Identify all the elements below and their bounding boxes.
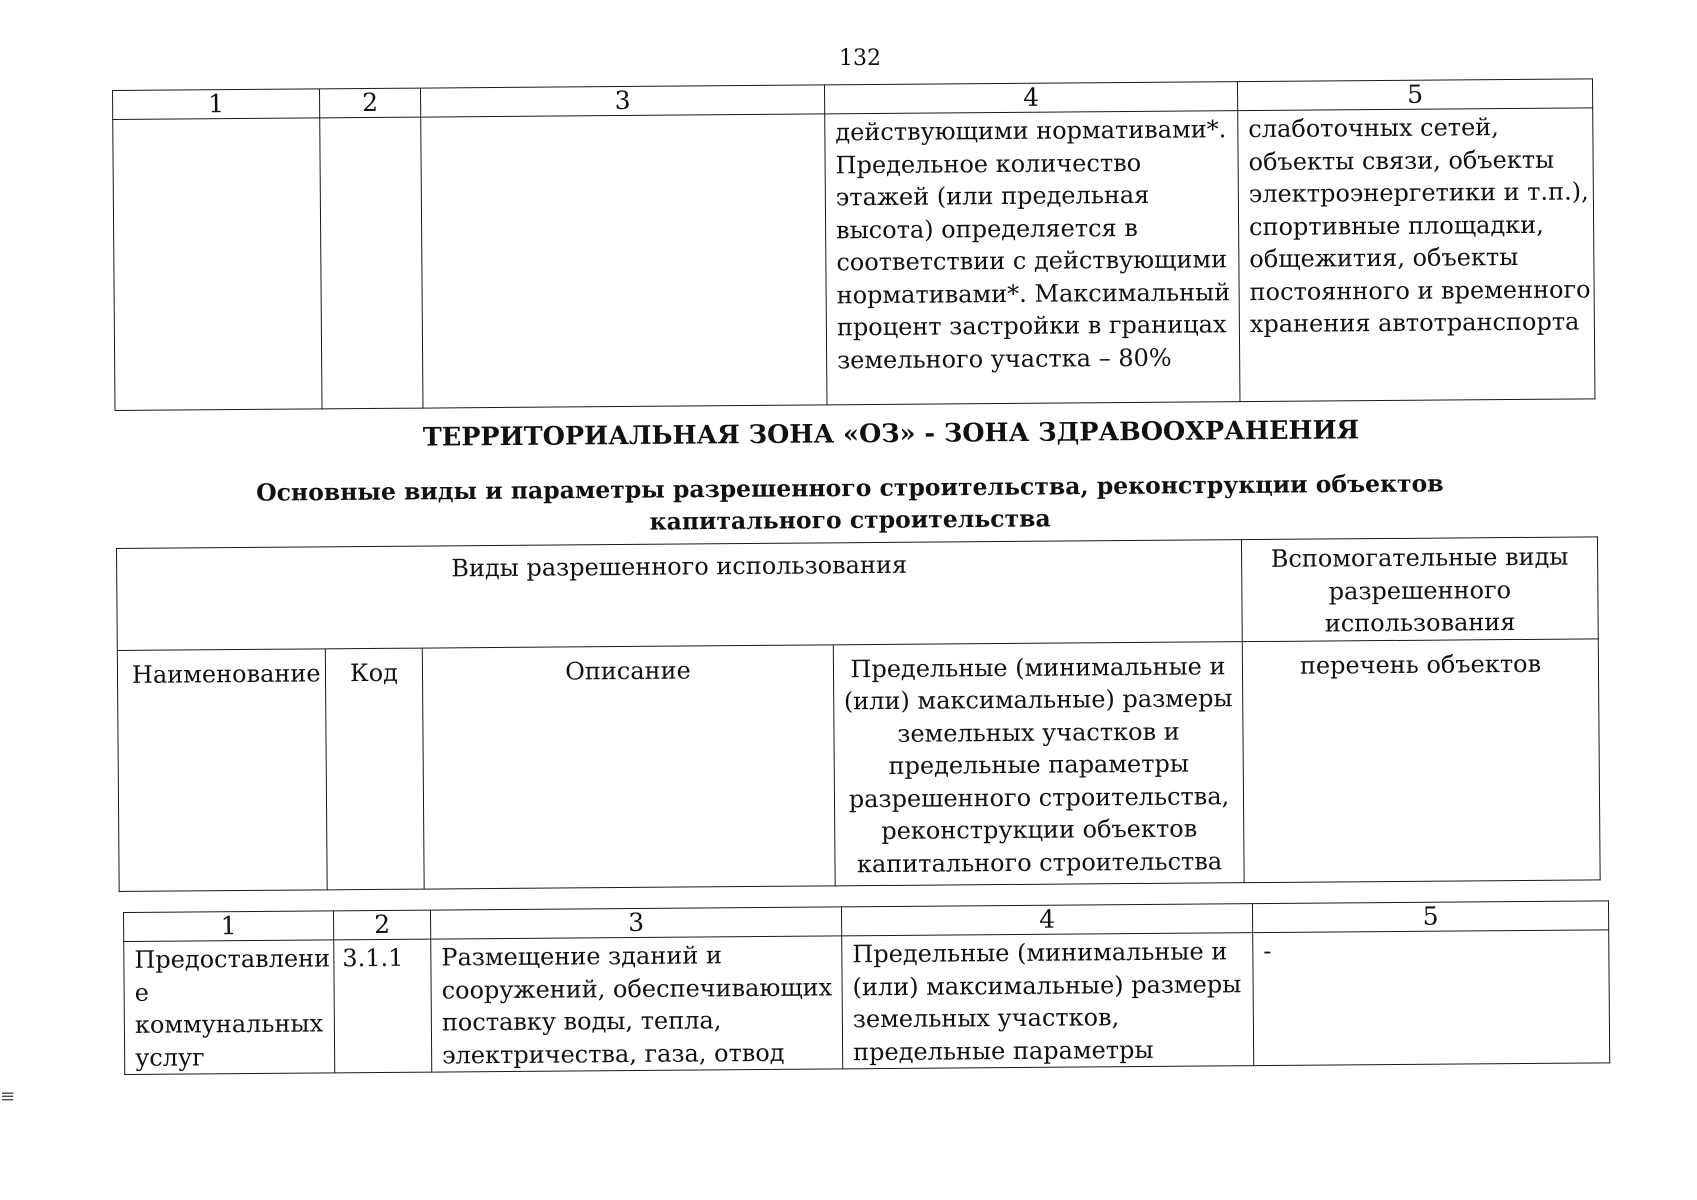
auxiliary-uses-label: Вспомогательные виды разрешенного использования bbox=[1241, 537, 1598, 641]
column-number: 2 bbox=[319, 88, 420, 118]
column-header-object-list: перечень объектов bbox=[1242, 638, 1600, 882]
column-number: 3 bbox=[420, 85, 824, 117]
cell-auxiliary-objects: - bbox=[1253, 930, 1610, 1066]
column-header-parameters: Предельные (минимальные и (или) максимальные) размеры земельных участков и предельные параметры разрешенного строительства, реконструкции объектов капитального строительства bbox=[833, 641, 1244, 885]
column-number: 1 bbox=[113, 89, 320, 120]
permitted-uses-group-label: Виды разрешенного использования bbox=[117, 540, 1243, 650]
column-number: 3 bbox=[430, 907, 841, 939]
table-row bbox=[124, 930, 1610, 1075]
header-table bbox=[116, 536, 1601, 891]
cell-description: Размещение зданий и сооружений, обеспечивающих поставку воды, тепла, электричества, газа, отвод bbox=[431, 936, 843, 1072]
section-title: Основные виды и параметры разрешенного строительства, реконструкции объектов капитального строительства bbox=[256, 469, 1444, 536]
scan-margin-mark: ≡ bbox=[0, 1086, 16, 1107]
column-header-row bbox=[117, 638, 1600, 891]
cell-parameters: действующими нормативами*. Предельное количество этажей (или предельная высота) определяется в соответствии с действующими нормативами*. Максимальный процент застройки в границах земельного участка – 80% bbox=[825, 111, 1240, 405]
cell-code bbox=[320, 117, 423, 409]
cell-code: 3.1.1 bbox=[334, 939, 432, 1073]
column-number: 4 bbox=[824, 82, 1237, 114]
continuation-table bbox=[112, 78, 1595, 411]
cell-parameters: Предельные (минимальные и (или) максимальные) размеры земельных участков, предельные параметры bbox=[842, 933, 1254, 1069]
cell-auxiliary-objects: слаботочных сетей, объекты связи, объекты электроэнергетики и т.п.), спортивные площадки, общежития, объекты постоянного и временного хранения автотранспорта bbox=[1238, 108, 1595, 402]
zone-title: ТЕРРИТОРИАЛЬНАЯ ЗОНА «ОЗ» - ЗОНА ЗДРАВООХРАНЕНИЯ bbox=[422, 415, 1360, 453]
table-row bbox=[113, 108, 1595, 411]
page-number: 132 bbox=[839, 46, 881, 71]
column-header-name: Наименование bbox=[117, 648, 327, 891]
cell-name bbox=[113, 118, 322, 411]
data-table bbox=[123, 900, 1610, 1075]
column-header-code: Код bbox=[325, 648, 424, 890]
column-number: 2 bbox=[333, 910, 430, 940]
column-number: 5 bbox=[1237, 79, 1592, 111]
column-number: 5 bbox=[1252, 901, 1608, 933]
column-number: 1 bbox=[124, 911, 334, 942]
column-header-description: Описание bbox=[422, 644, 835, 888]
cell-description bbox=[421, 114, 827, 408]
cell-name: Предоставлени е коммунальных услуг bbox=[124, 940, 335, 1075]
column-number: 4 bbox=[841, 904, 1252, 936]
group-header-row bbox=[117, 537, 1599, 650]
